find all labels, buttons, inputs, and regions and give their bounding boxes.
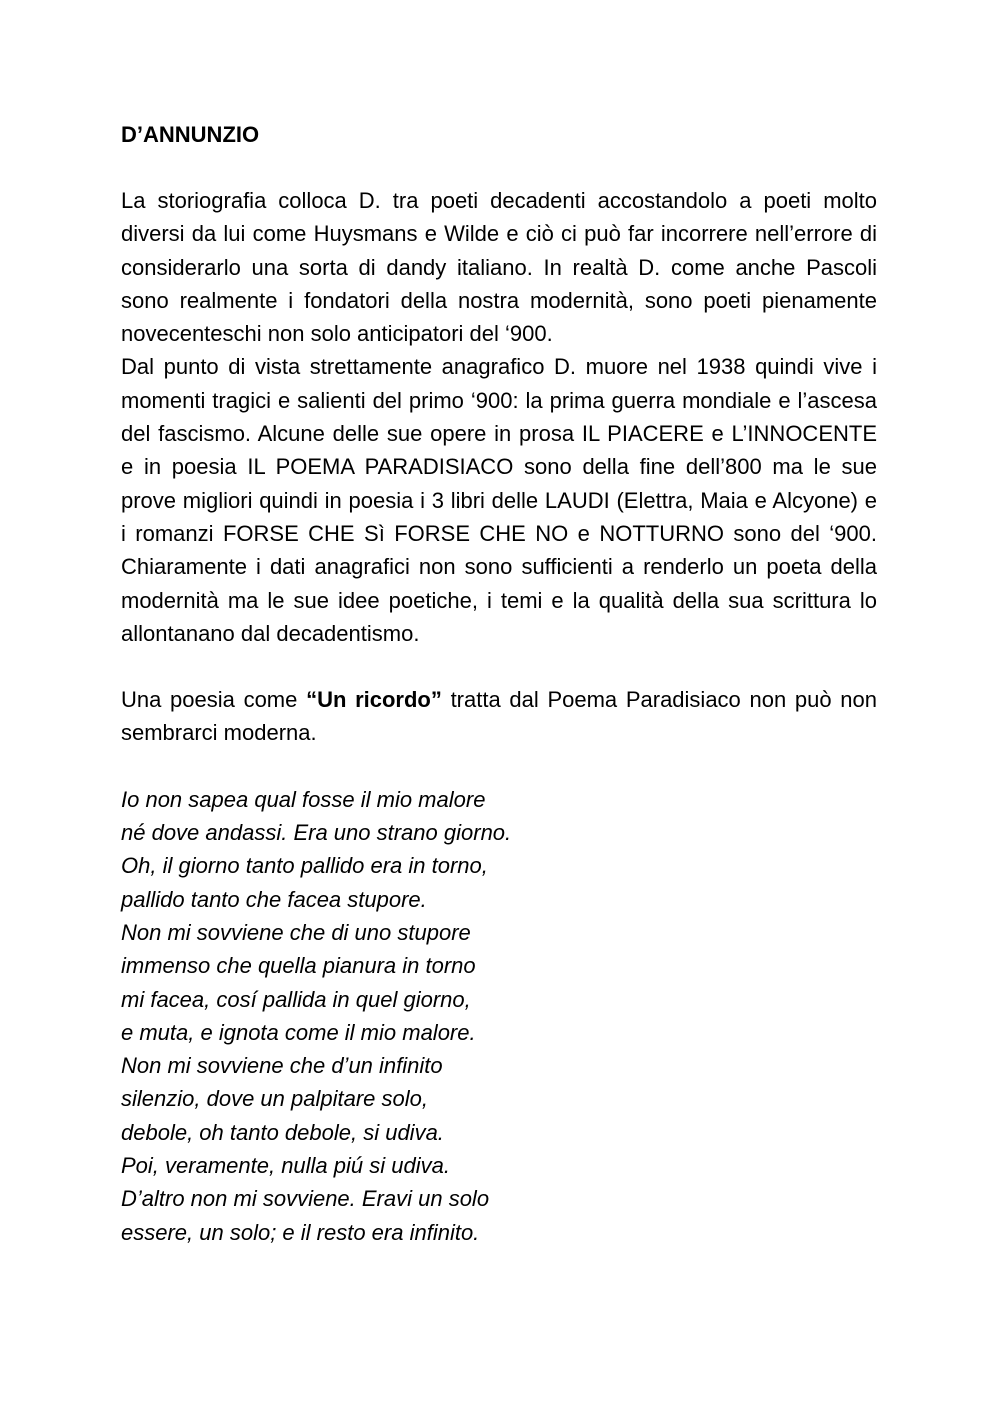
poem-line: e muta, e ignota come il mio malore. — [121, 1019, 476, 1045]
document-title: D’ANNUNZIO — [121, 122, 260, 147]
poem-line: Io non sapea qual fosse il mio malore — [121, 786, 486, 812]
poem-line: pallido tanto che facea stupore. — [121, 886, 427, 912]
poem-line: silenzio, dove un palpitare solo, — [121, 1086, 428, 1112]
poem-line: né dove andassi. Era uno strano giorno. — [121, 820, 512, 846]
intro-text-after: tratta dal Poema Paradisiaco non può non sembrarci moderna. — [121, 687, 877, 746]
poem-line: debole, oh tanto debole, si udiva. — [121, 1119, 444, 1145]
poem-un-ricordo — [121, 783, 877, 1249]
poem-line: Non mi sovviene che d’un infinito — [121, 1053, 443, 1079]
paragraph-intro-poem — [121, 683, 877, 750]
poem-line: Non mi sovviene che di uno stupore — [121, 919, 471, 945]
poem-line: essere, un solo; e il resto era infinito. — [121, 1219, 480, 1245]
paragraph-anagrafico: Dal punto di vista strettamente anagrafico D. muore nel 1938 quindi vive i momenti tragici e salienti del primo ‘900: la prima guerra mondiale e l’ascesa del fascismo. Alcune delle sue opere in prosa IL PIACERE e L’INNOCENTE e in poesia IL POEMA PARADISIACO sono della fine dell’800 ma le sue prove migliori quindi in poesia i 3 libri delle LAUDI (Elettra, Maia e Alcyone) e i romanzi FORSE CHE Sì FORSE CHE NO e NOTTURNO sono del ‘900. Chiaramente i dati anagrafici non sono sufficienti a renderlo un poeta della modernità ma le sue idee poetiche, i temi e la qualità della sua scrittura lo allontanano dal decadentismo. — [121, 354, 877, 646]
poem-line: Oh, il giorno tanto pallido era in torno, — [121, 853, 488, 879]
document-page — [121, 118, 877, 1249]
poem-line: D’altro non mi sovviene. Eravi un solo — [121, 1186, 490, 1212]
spacer — [121, 750, 877, 783]
intro-text-before: Una poesia come — [121, 687, 307, 713]
spacer — [121, 650, 877, 683]
paragraph-storiografia: La storiografia colloca D. tra poeti decadenti accostandolo a poeti molto diversi da lui come Huysmans e Wilde e ciò ci può far incorrere nell’errore di considerarlo una sorta di dandy italiano. In realtà D. come anche Pascoli sono realmente i fondatori della nostra modernità, sono poeti pienamente novecenteschi non solo anticipatori del ‘900. — [121, 188, 877, 347]
poem-line: immenso che quella pianura in torno — [121, 953, 476, 979]
poem-line: Poi, veramente, nulla piú si udiva. — [121, 1153, 450, 1179]
spacer — [121, 151, 877, 184]
poem-line: mi facea, cosí pallida in quel giorno, — [121, 986, 471, 1012]
poem-title: “Un ricordo” — [306, 687, 442, 713]
